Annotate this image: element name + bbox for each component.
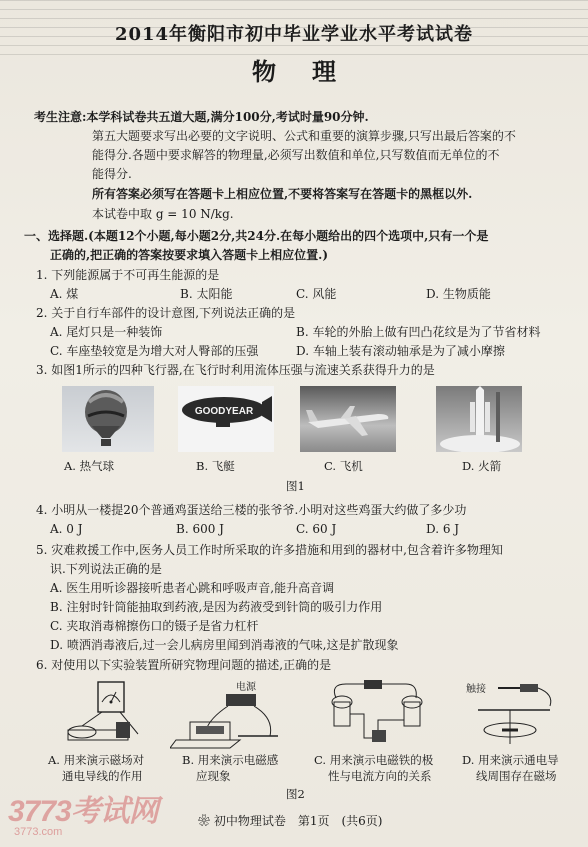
question-3: 3. 如图1所示的四种飞行器,在飞行时利用流体压强与流速关系获得升力的是 (36, 363, 435, 377)
section-heading: 一、选择题.(本题12个小题,每小题2分,共24分.在每小题给出的四个选项中,只有一个是 (24, 229, 489, 243)
q4-option-b: B. 600 J (176, 522, 224, 536)
notice-line-2: 第五大题要求写出必要的文字说明、公式和重要的演算步骤,只写出最后答案的不 (92, 129, 516, 143)
notice-line-5: 所有答案必须写在答题卡上相应位置,不要将答案写在答题卡的黑框以外. (92, 187, 473, 201)
section-heading-2: 正确的,把正确的答案按要求填入答题卡上相应位置.) (50, 248, 329, 262)
question-4: 4. 小明从一楼提20个普通鸡蛋送给三楼的张爷爷.小明对这些鸡蛋大约做了多少功 (36, 503, 467, 517)
fig2-caption-d1: D. 用来演示通电导 (462, 753, 559, 767)
question-5-cont: 识.下列说法正确的是 (50, 562, 162, 576)
fig2-caption-c2: 性与电流方向的关系 (328, 769, 432, 783)
fig1-caption-b: B. 飞艇 (196, 459, 235, 473)
subject-heading: 物理 (252, 57, 372, 86)
blimp-lettering: GOODYEAR (194, 406, 254, 417)
question-1: 1. 下列能源属于不可再生能源的是 (36, 268, 220, 282)
fig2-a-diagram (52, 678, 164, 752)
fig2-power-label: 电源 (236, 682, 256, 693)
notice-line-4: 能得分. (92, 167, 132, 181)
q1-option-a: A. 煤 (50, 287, 79, 301)
fig1-label: 图1 (286, 479, 305, 493)
exam-title: 2014年衡阳市初中毕业学业水平考试试卷 (114, 24, 474, 45)
footer-ornament-left-icon: ❀ (198, 814, 214, 828)
hot-air-balloon-image (62, 386, 154, 452)
fig2-contact-label: 触接 (466, 684, 486, 695)
question-6: 6. 对使用以下实验装置所研究物理问题的描述,正确的是 (36, 658, 332, 672)
fig2-b-diagram (170, 678, 290, 752)
q2-option-a: A. 尾灯只是一种装饰 (50, 325, 163, 339)
notice-line-1: 考生注意:本学科试卷共五道大题,满分100分,考试时量90分钟. (34, 110, 369, 124)
watermark-url: 3773.com (14, 826, 63, 838)
fig2-caption-a2: 通电导线的作用 (62, 769, 143, 783)
fig2-d-diagram (458, 678, 562, 752)
fig2-caption-a1: A. 用来演示磁场对 (48, 753, 145, 767)
airplane-image (300, 386, 396, 452)
blimp-image (178, 386, 274, 452)
fig2-caption-c1: C. 用来演示电磁铁的极 (314, 753, 434, 767)
q2-option-c: C. 车座垫较宽是为增大对人臀部的压强 (50, 344, 259, 358)
q2-option-d: D. 车轴上装有滚动轴承是为了减小摩擦 (296, 344, 505, 358)
q4-option-d: D. 6 J (426, 522, 460, 536)
q1-option-d: D. 生物质能 (426, 287, 491, 301)
rocket-image (436, 386, 522, 452)
fig1-caption-d: D. 火箭 (462, 459, 502, 473)
q4-option-c: C. 60 J (296, 522, 337, 536)
fig2-caption-b2: 应现象 (196, 769, 231, 783)
fig2-label: 图2 (286, 787, 305, 801)
footer-text: 初中物理试卷 第1页 (共6页) (213, 814, 383, 828)
page-footer (198, 812, 382, 830)
q1-option-b: B. 太阳能 (180, 287, 233, 301)
fig1-caption-c: C. 飞机 (324, 459, 363, 473)
q1-option-c: C. 风能 (296, 287, 337, 301)
notice-line-3: 能得分.各题中要求解答的物理量,必须写出数值和单位,只写数值而无单位的不 (92, 148, 500, 162)
watermark-logo: 3773考试网 (8, 795, 158, 828)
question-2: 2. 关于自行车部件的设计意图,下列说法正确的是 (36, 306, 296, 320)
notice-line-6: 本试卷中取 g = 10 N/kg. (92, 207, 234, 221)
q5-option-b: B. 注射时针筒能抽取到药液,是因为药液受到针筒的吸引力作用 (50, 600, 383, 614)
q5-option-d: D. 喷洒消毒液后,过一会儿病房里闻到消毒液的气味,这是扩散现象 (50, 638, 399, 652)
fig2-caption-b1: B. 用来演示电磁感 (182, 753, 279, 767)
question-5: 5. 灾难救援工作中,医务人员工作时所采取的许多措施和用到的器材中,包含着许多物理知 (36, 543, 503, 557)
fig2-caption-d2: 线周围存在磁场 (476, 769, 557, 783)
q2-option-b: B. 车轮的外胎上做有凹凸花纹是为了节省材料 (296, 325, 541, 339)
q5-option-c: C. 夹取消毒棉擦伤口的镊子是省力杠杆 (50, 619, 259, 633)
fig1-caption-a: A. 热气球 (64, 459, 115, 473)
q5-option-a: A. 医生用听诊器接听患者心跳和呼吸声音,能升高音调 (50, 581, 335, 595)
q4-option-a: A. 0 J (50, 522, 83, 536)
fig2-c-diagram (316, 678, 436, 752)
